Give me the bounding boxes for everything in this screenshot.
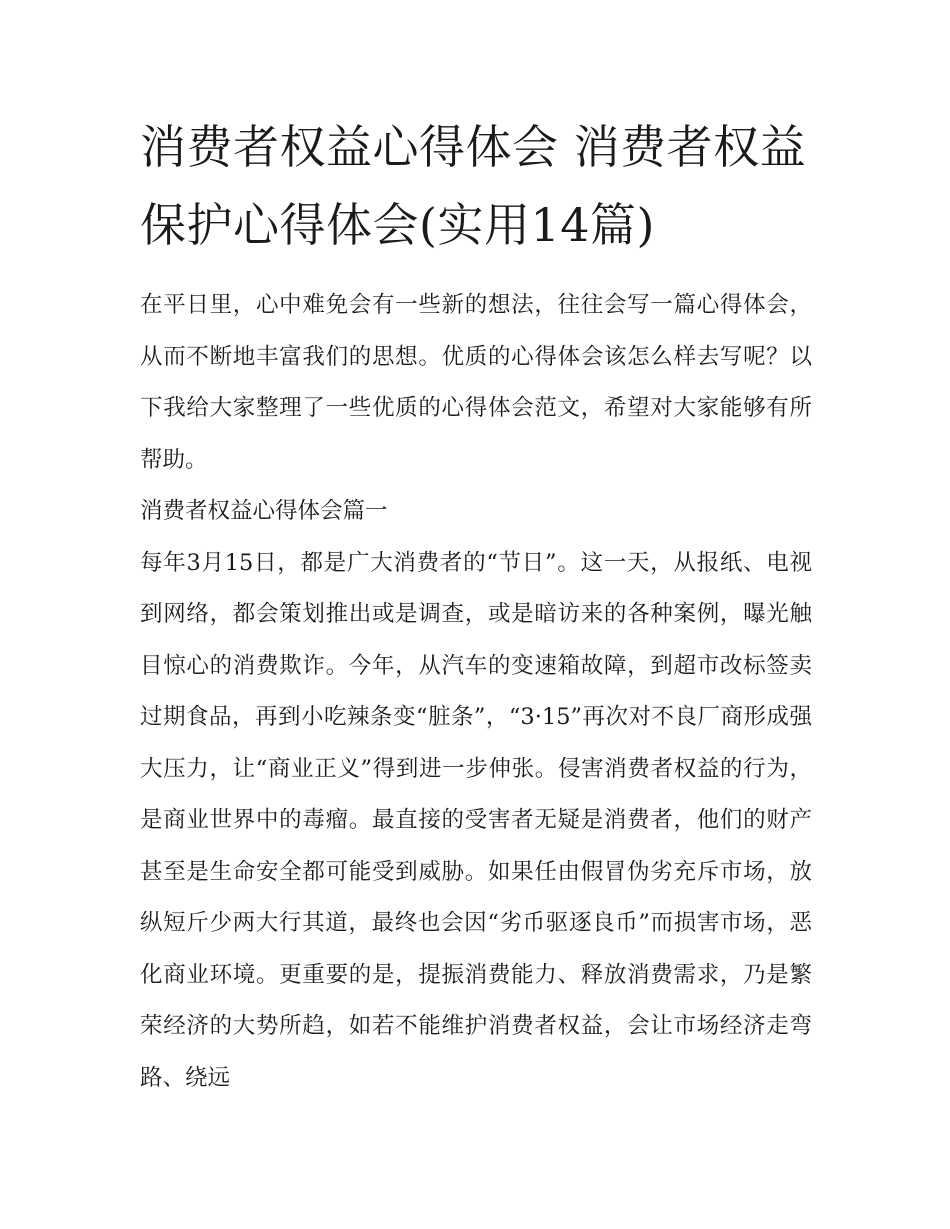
body-paragraph: 每年3月15日，都是广大消费者的“节日”。这一天，从报纸、电视到网络，都会策划推出或是调查，或是暗访来的各种案例，曝光触目惊心的消费欺诈。今年，从汽车的变速箱故障，到超市改标签卖过期食品，再到小吃辣条变“脏条”，“3·15”再次对不良厂商形成强大压力，让“商业正义”得到进一步伸张。侵害消费者权益的行为，是商业世界中的毒瘤。最直接的受害者无疑是消费者，他们的财产甚至是生命安全都可能受到威胁。如果任由假冒伪劣充斥市场，放纵短斤少两大行其道，最终也会因“劣币驱逐良币”而损害市场，恶化商业环境。更重要的是，提振消费能力、释放消费需求，乃是繁荣经济的大势所趋，如若不能维护消费者权益，会让市场经济走弯路、绕远 bbox=[140, 549, 812, 1091]
section-heading: 消费者权益心得体会篇一 bbox=[140, 498, 388, 524]
intro-paragraph: 在平日里，心中难免会有一些新的想法，往往会写一篇心得体会，从而不断地丰富我们的思想。优质的心得体会该怎么样去写呢？以下我给大家整理了一些优质的心得体会范文，希望对大家能够有所帮助。 bbox=[140, 292, 812, 473]
document-title: 消费者权益心得体会 消费者权益保护心得体会(实用14篇) bbox=[140, 120, 807, 252]
document-page bbox=[140, 108, 812, 1104]
